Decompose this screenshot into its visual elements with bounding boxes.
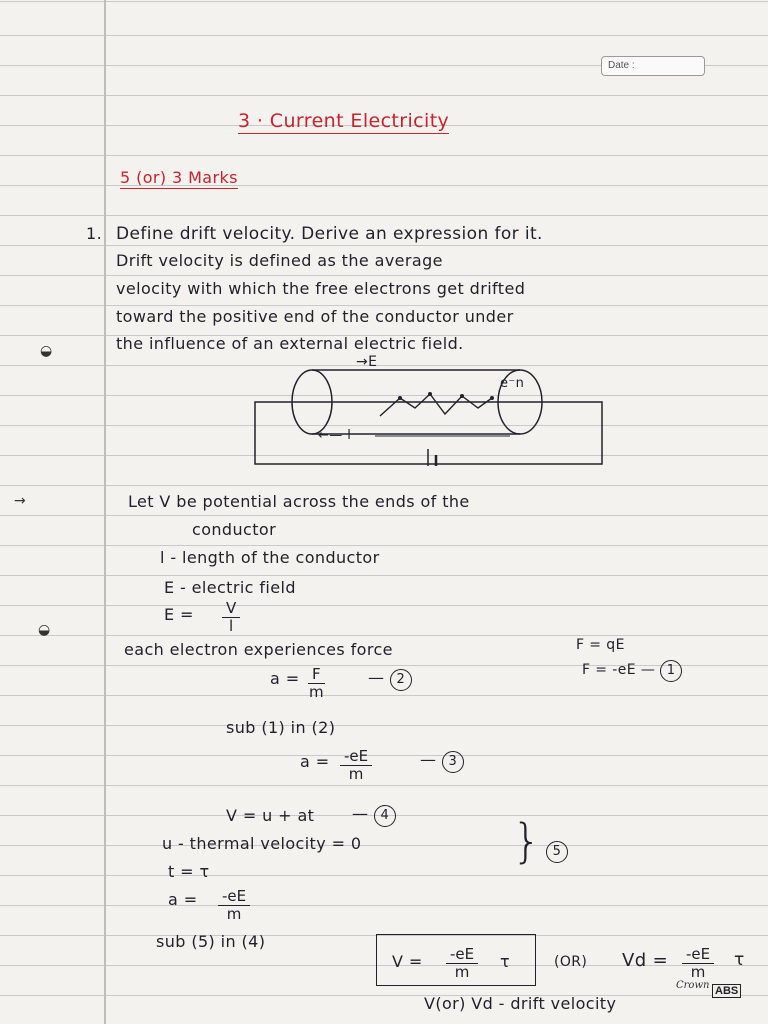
thermal-velocity-line: u - thermal velocity = 0	[162, 834, 362, 853]
chapter-title: 3 · Current Electricity	[238, 110, 450, 132]
e-equation-left: E =	[164, 605, 194, 624]
equation-tag-3: — 3	[420, 750, 464, 773]
brand-logo: ABS	[712, 984, 741, 998]
vd-tau: τ	[734, 950, 745, 970]
drift-velocity-footnote: V(or) Vd - drift velocity	[424, 994, 617, 1013]
margin-mark-icon: ◒	[38, 622, 51, 638]
date-label: Date :	[608, 60, 635, 71]
substitution-1-2: sub (1) in (2)	[226, 718, 336, 737]
bracket-brace: }	[512, 814, 542, 868]
force-line: each electron experiences force	[124, 640, 393, 659]
equation-number-1: 1	[660, 660, 682, 682]
definition-line-2: velocity with which the free electrons get drifted	[116, 279, 526, 298]
accel3-left: a =	[168, 890, 198, 909]
definition-line-1: Drift velocity is defined as the average	[116, 251, 443, 270]
velocity-equation: V = u + at	[226, 806, 315, 825]
question-title: Define drift velocity. Derive an expression for it.	[116, 224, 543, 244]
electron-label: e⁻n	[500, 376, 525, 391]
question-number: 1.	[86, 224, 103, 243]
equation-tag-2: — 2	[368, 668, 412, 691]
accel2-left: a =	[300, 752, 330, 771]
brand-text: Crown	[676, 980, 710, 991]
time-line: t = τ	[168, 862, 210, 881]
conductor-diagram	[240, 356, 620, 466]
force-equation-2: F = -eE — 1	[582, 660, 682, 682]
let-line: Let V be potential across the ends of the	[128, 492, 470, 511]
margin-mark-icon: ◒	[40, 343, 53, 359]
date-box	[601, 56, 705, 76]
arrow-mark-icon: →	[14, 493, 26, 509]
definition-line-4: the influence of an external electric field.	[116, 334, 464, 353]
marks-heading: 5 (or) 3 Marks	[120, 168, 238, 187]
equation-tag-4: — 4	[352, 804, 396, 827]
final-fraction: $\frac{-eE}{m}$	[446, 946, 478, 981]
vd-left: Vd =	[622, 950, 669, 971]
e-equation-fraction: $\frac{V}{l}$	[222, 600, 240, 635]
field-definition: E - electric field	[164, 578, 296, 597]
length-label: ←— l	[318, 428, 352, 443]
accel-fraction: $\frac{F}{m}$	[309, 665, 324, 701]
accel-equation-left: a =	[270, 669, 300, 688]
or-text: (OR)	[554, 954, 588, 970]
final-tau: τ	[500, 952, 511, 971]
accel2-fraction: $\frac{-eE}{m}$	[340, 748, 372, 783]
definition-line-3: toward the positive end of the conductor under	[116, 307, 514, 326]
length-definition: l - length of the conductor	[160, 548, 380, 567]
final-left: V =	[392, 952, 423, 971]
conductor-word: conductor	[192, 520, 277, 539]
field-label: →E	[356, 354, 378, 370]
vd-fraction: $\frac{-eE}{m}$	[682, 946, 714, 981]
accel3-fraction: $\frac{-eE}{m}$	[218, 888, 250, 923]
force-equation: F = qE	[576, 637, 625, 653]
equation-tag-5: 5	[546, 840, 568, 863]
margin-line	[104, 0, 106, 1024]
substitution-5-4: sub (5) in (4)	[156, 932, 266, 951]
